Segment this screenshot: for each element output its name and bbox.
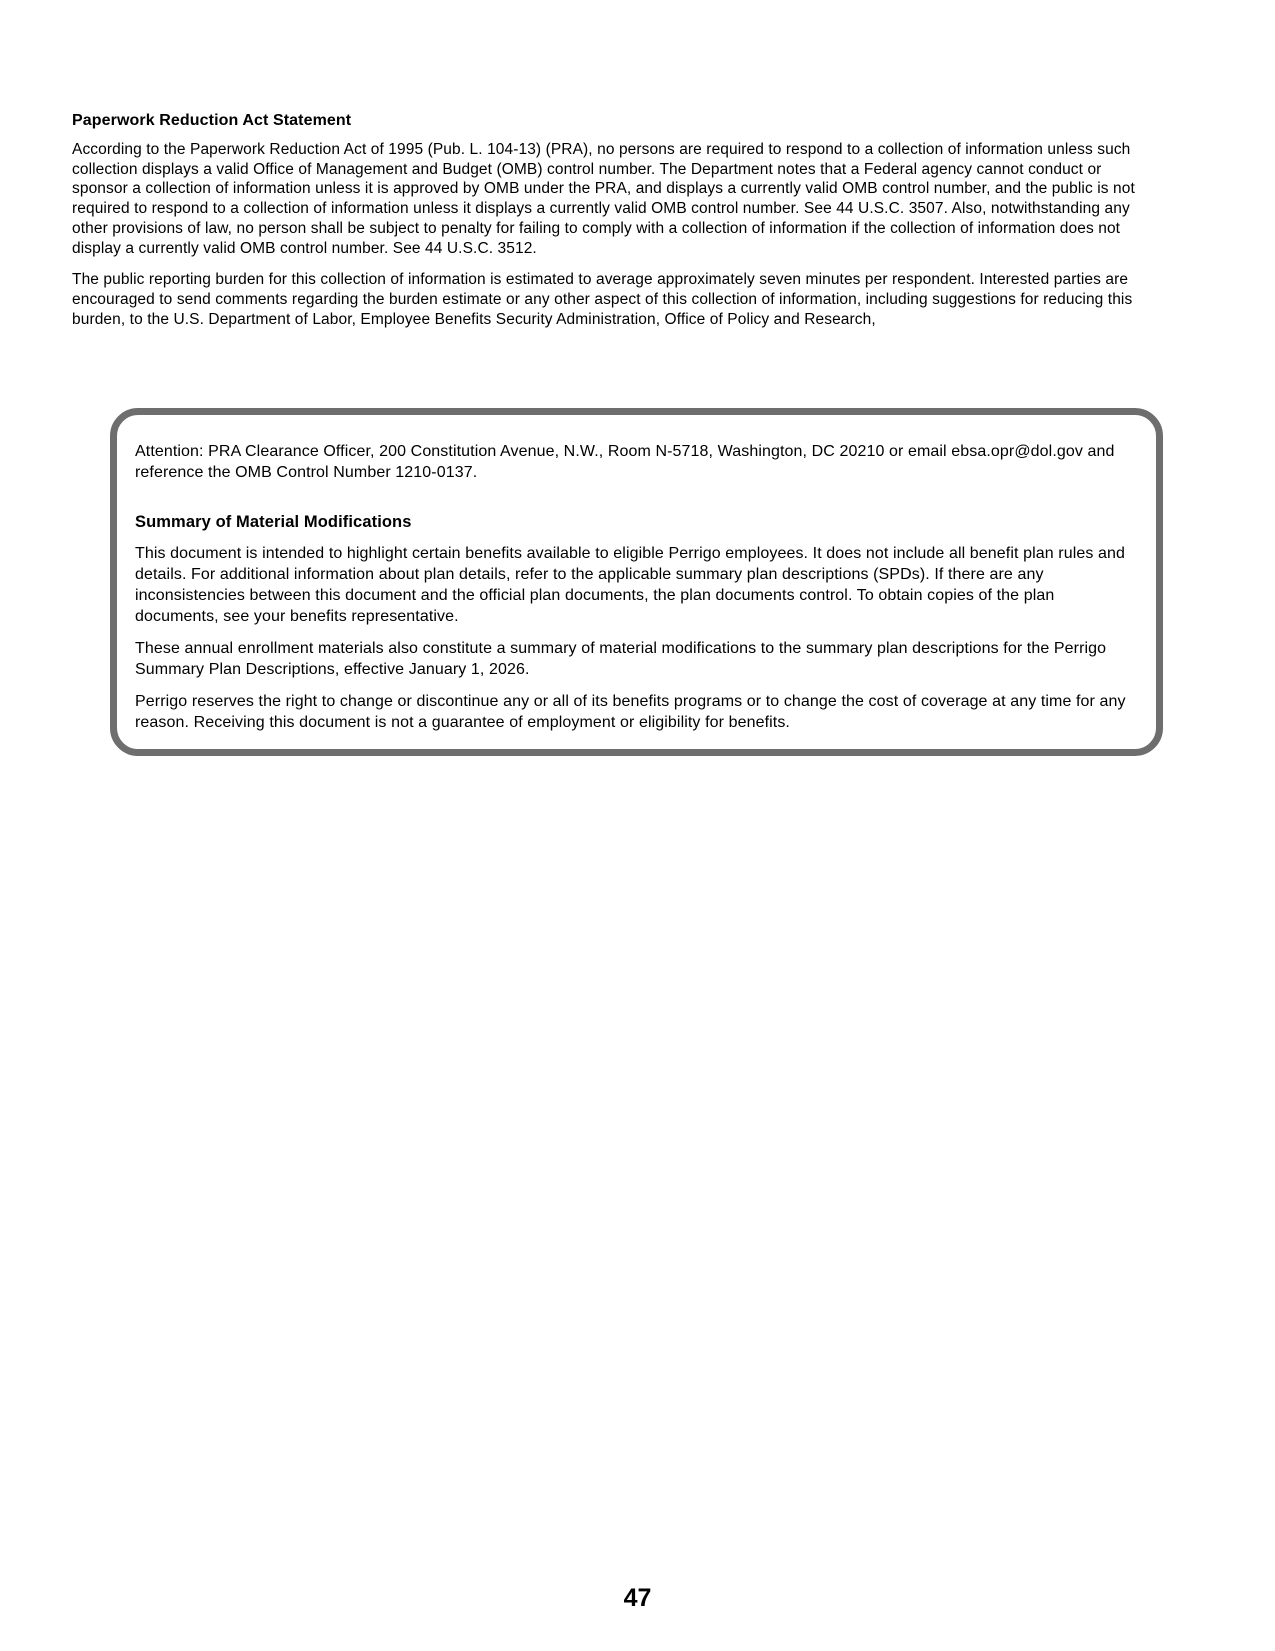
smm-paragraph-1: This document is intended to highlight certain benefits available to eligible Perrigo employees. It does not include all benefit plan rules and details. For additional information about plan details, refer to the applicable summary plan descriptions (SPDs). If there are any inconsistencies between this document and the official plan documents, the plan documents control. To obtain copies of the plan documents, see your benefits representative. xyxy=(135,545,1126,625)
pra-statement-heading: Paperwork Reduction Act Statement xyxy=(72,112,352,129)
page-number: 47 xyxy=(623,1584,652,1612)
pra-attention-note: Attention: PRA Clearance Officer, 200 Constitution Avenue, N.W., Room N-5718, Washington, DC 20210 or email ebsa.opr@dol.gov and reference the OMB Control Number 1210-0137. xyxy=(135,443,1115,481)
smm-paragraph-3: Perrigo reserves the right to change or discontinue any or all of its benefits programs or to change the cost of coverage at any time for any reason. Receiving this document is not a guarantee of employment or eligibility for benefits. xyxy=(135,693,1126,731)
smm-paragraph-2: These annual enrollment materials also constitute a summary of material modifications to the summary plan descriptions for the Perrigo Summary Plan Descriptions, effective January 1, 2026. xyxy=(135,640,1107,678)
summary-callout-box xyxy=(110,408,1163,756)
pra-statement-paragraph-1: According to the Paperwork Reduction Act of 1995 (Pub. L. 104-13) (PRA), no persons are required to respond to a collection of information unless such collection displays a valid Office of Management and Budget (OMB) control number. The Department notes that a Federal agency cannot conduct or sponsor a collection of information unless it is approved by OMB under the PRA, and displays a currently valid OMB control number, and the public is not required to respond to a collection of information unless it displays a currently valid OMB control number. See 44 U.S.C. 3507. Also, notwithstanding any other provisions of law, no person shall be subject to penalty for failing to comply with a collection of information if the collection of information does not display a currently valid OMB control number. See 44 U.S.C. 3512. xyxy=(72,141,1135,257)
summary-of-material-modifications-heading: Summary of Material Modifications xyxy=(135,513,412,531)
pra-statement-paragraph-2: The public reporting burden for this collection of information is estimated to average approximately seven minutes per respondent. Interested parties are encouraged to send comments regarding the burden estimate or any other aspect of this collection of information, including suggestions for reducing this burden, to the U.S. Department of Labor, Employee Benefits Security Administration, Office of Policy and Research, xyxy=(72,271,1133,328)
pra-statement-section xyxy=(72,111,1140,341)
